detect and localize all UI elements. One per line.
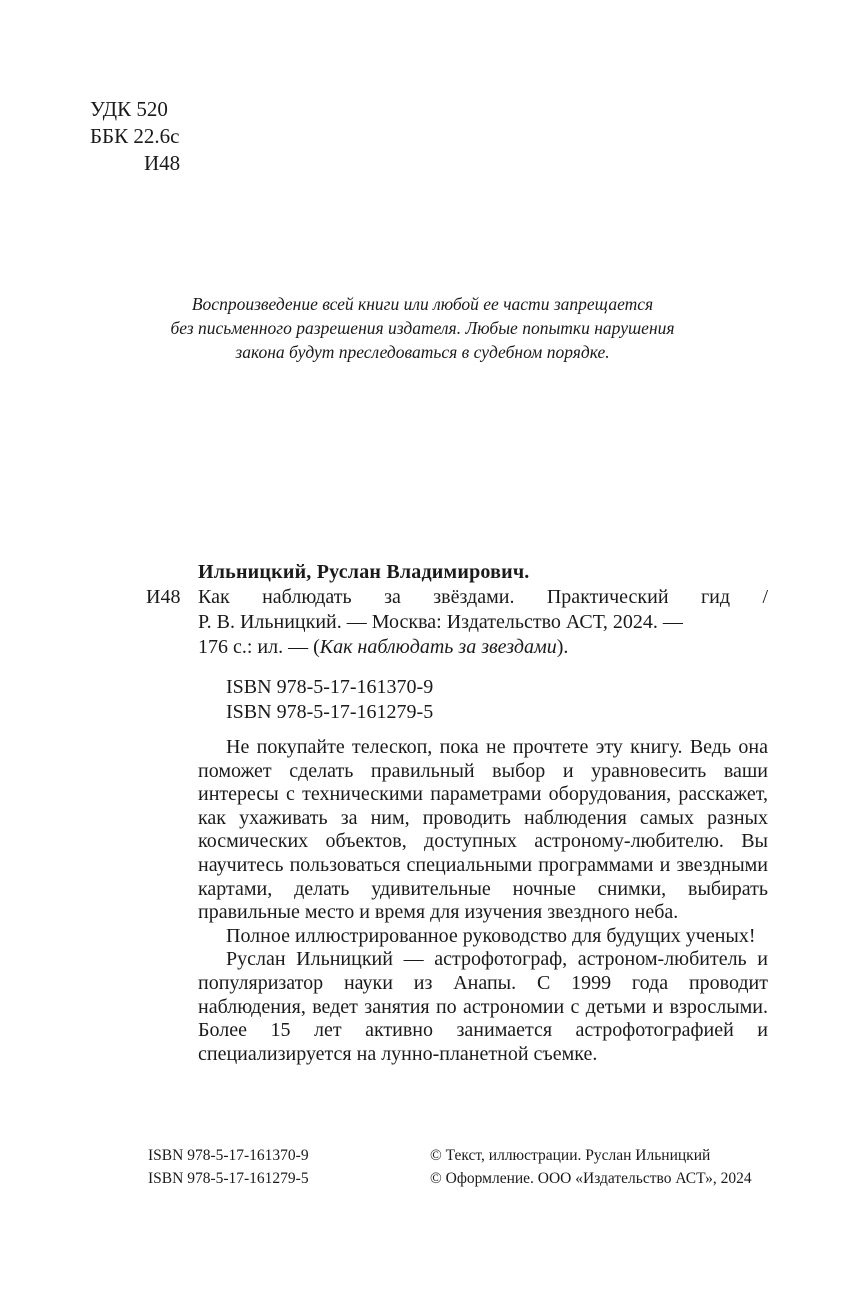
bbk-code: ББК 22.6с bbox=[90, 124, 180, 148]
notice-line-3: закона будут преследоваться в судебном порядке. bbox=[235, 342, 610, 362]
card-isbn-2: ISBN 978-5-17-161279-5 bbox=[226, 701, 434, 723]
card-entry bbox=[146, 585, 768, 660]
footer-copyright-text: © Текст, иллюстрации. Руслан Ильницкий bbox=[430, 1147, 711, 1164]
copyright-notice bbox=[120, 292, 725, 364]
card-extent-suffix: ). bbox=[556, 636, 569, 658]
annotation-paragraph-1: Не покупайте телескоп, пока не прочтете эту книгу. Ведь она поможет сделать правильный выбор и уравновесить ваши интересы с техническими параметрами оборудования, расскажет, как ухаживать за ним, проводить наблюдения самых разных космических объектов, доступных астроному-любителю. Вы научитесь пользоваться специальными программами и звездными картами, делать удивительные ночные снимки, выбирать правильные место и время для изучения звездного неба. bbox=[198, 736, 768, 924]
notice-line-2: без письменного разрешения издателя. Любые попытки нарушения bbox=[170, 318, 675, 338]
catalog-card bbox=[146, 560, 768, 1066]
card-isbn-1: ISBN 978-5-17-161370-9 bbox=[226, 676, 434, 698]
card-extent-line bbox=[198, 635, 768, 660]
annotation-paragraph-3: Руслан Ильницкий — астрофотограф, астроном-любитель и популяризатор науки из Анапы. С 1999 года проводит наблюдения, ведет занятия по астрономии с детьми и взрослыми. Более 15 лет активно занимается астрофотографией и специализируется на лунно-планетной съемке. bbox=[198, 948, 768, 1065]
footer-copyright-design: © Оформление. ООО «Издательство АСТ», 2024 bbox=[430, 1170, 752, 1187]
footer-copyrights bbox=[430, 1144, 752, 1190]
card-extent-prefix: 176 с.: ил. — ( bbox=[198, 636, 320, 658]
card-annotation bbox=[146, 736, 768, 1066]
footer-isbn-2: ISBN 978-5-17-161279-5 bbox=[148, 1170, 309, 1187]
footer-isbn-1: ISBN 978-5-17-161370-9 bbox=[148, 1147, 309, 1164]
footer-isbn-list bbox=[148, 1144, 309, 1190]
card-series-title: Как наблюдать за звездами bbox=[319, 636, 557, 658]
notice-line-1: Воспроизведение всей книги или любой ее части запрещается bbox=[191, 294, 654, 314]
classification-codes bbox=[90, 96, 180, 177]
card-author: Ильницкий, Руслан Владимирович. bbox=[198, 561, 530, 583]
annotation-paragraph-2: Полное иллюстрированное руководство для будущих ученых! bbox=[226, 924, 756, 947]
udk-code: УДК 520 bbox=[90, 97, 168, 121]
author-mark: И48 bbox=[144, 151, 181, 175]
card-index: И48 bbox=[146, 586, 181, 608]
card-title-line: Как наблюдать за звёздами. Практический гид / bbox=[198, 586, 768, 608]
card-isbn-list bbox=[146, 675, 768, 725]
card-publication-line: Р. В. Ильницкий. — Москва: Издательство АСТ, 2024. — bbox=[198, 611, 683, 633]
